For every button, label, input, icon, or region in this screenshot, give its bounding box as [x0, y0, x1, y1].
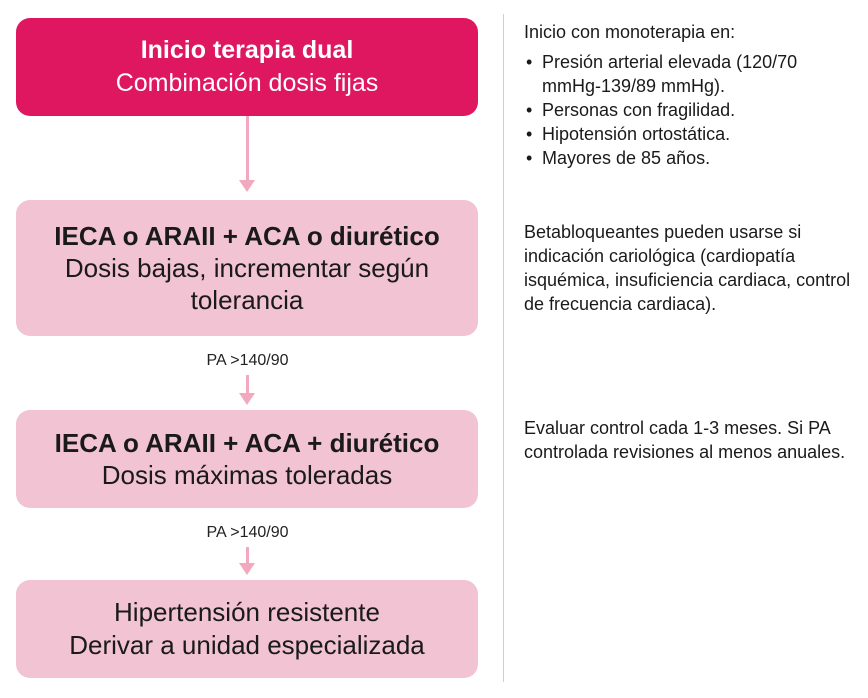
note-1-heading: Inicio con monoterapia en: [524, 22, 736, 42]
list-item: • Hipotensión ortostática. [540, 122, 854, 146]
step-1-title: Inicio terapia dual [140, 36, 354, 64]
step-low-dose [16, 200, 478, 336]
list-item: • Presión arterial elevada (120/70 mmHg-139/89 mmHg). [540, 50, 854, 98]
step-3-title: IECA o ARAII + ACA + diurético [54, 428, 440, 458]
step-1-subtitle: Combinación dosis fijas [115, 69, 379, 97]
step-max-dose [16, 410, 478, 508]
note-1-list [524, 50, 854, 170]
step-4-line2: Derivar a unidad especializada [69, 630, 425, 660]
arrow-down-icon [239, 563, 255, 575]
step-2-line3: tolerancia [190, 285, 304, 315]
step-2-title: IECA o ARAII + ACA o diurético [54, 221, 440, 251]
condition-label-1: PA >140/90 [206, 352, 289, 369]
step-resistant-hypertension [16, 580, 478, 678]
note-beta-blockers: Betabloqueantes pueden usarse si indicación cariológica (cardiopatía isquémica, insuficiencia cardiaca, control de frecuencia cardiaca). [524, 222, 851, 314]
step-start-dual-therapy [16, 18, 478, 116]
condition-label-2: PA >140/90 [206, 524, 289, 541]
list-item: • Mayores de 85 años. [540, 146, 854, 170]
list-item: • Personas con fragilidad. [540, 98, 854, 122]
step-2-line2: Dosis bajas, incrementar según [64, 253, 430, 283]
arrow-down-icon [239, 393, 255, 405]
step-4-line1: Hipertensión resistente [114, 597, 380, 627]
arrow-down-icon [239, 180, 255, 192]
step-3-subtitle: Dosis máximas toleradas [101, 460, 393, 490]
note-monotherapy [524, 20, 854, 170]
column-divider [503, 14, 504, 682]
note-follow-up: Evaluar control cada 1-3 meses. Si PA controlada revisiones al menos anuales. [524, 418, 846, 462]
